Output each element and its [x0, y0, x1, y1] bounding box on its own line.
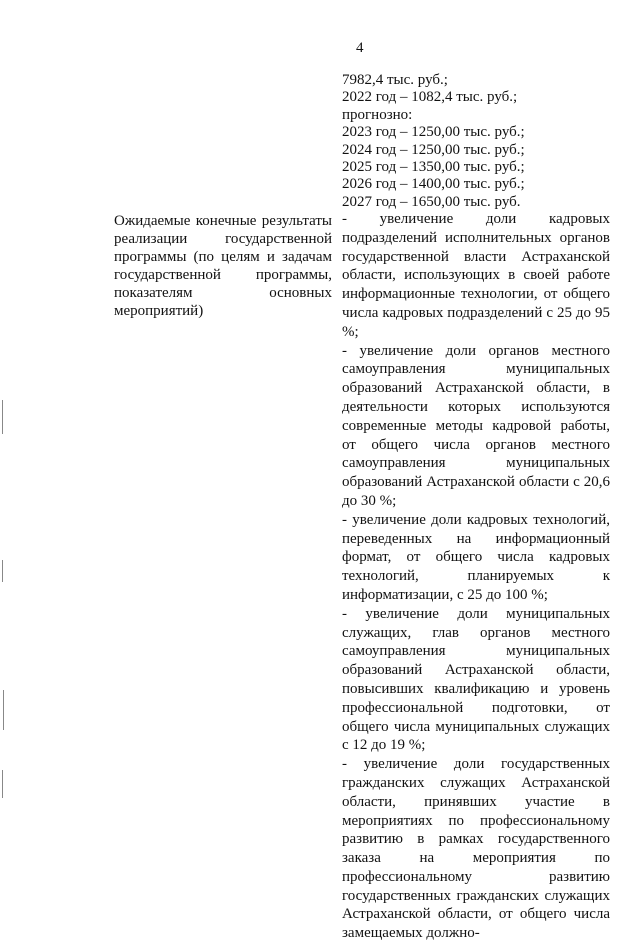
- scan-edge-mark: [2, 770, 3, 798]
- funding-line: 2025 год – 1350,00 тыс. руб.;: [342, 159, 525, 176]
- expected-results-list: [342, 210, 610, 943]
- funding-line: 2023 год – 1250,00 тыс. руб.;: [342, 124, 525, 141]
- funding-amounts: [342, 72, 612, 211]
- funding-line: 2022 год – 1082,4 тыс. руб.;: [342, 89, 518, 106]
- result-item: - увеличение доли кадровых подразделений исполнительных органов государственной власти Астраханской области, использующих в своей работе информационные технологии, от общего числа кадровых подразделений с 25 до 95 %;: [342, 211, 610, 340]
- scan-edge-mark: [2, 400, 3, 434]
- result-item: - увеличение доли муниципальных служащих, глав органов местного самоуправления муниципальных образований Астраханской области, повысивших квалификацию и уровень профессиональной подготовки, от общего числа муниципальных служащих с 12 до 19 %;: [342, 605, 610, 754]
- result-item: - увеличение доли органов местного самоуправления муниципальных образований Астраханской области, в деятельности которых используются современные методы кадровой работы, от общего числа органов местного самоуправления муниципальных образований Астраханской области с 20,6 до 30 %;: [342, 342, 610, 509]
- page-number: 4: [356, 40, 364, 56]
- funding-line: 2026 год – 1400,00 тыс. руб.;: [342, 176, 525, 193]
- result-item: - увеличение доли кадровых технологий, переведенных на информационный формат, от общего числа кадровых технологий, планируемых к информатизации, с 25 до 100 %;: [342, 511, 610, 603]
- scan-edge-mark: [2, 560, 3, 582]
- scan-edge-mark: [3, 690, 4, 730]
- funding-line: прогнозно:: [342, 106, 413, 123]
- funding-line: 2024 год – 1250,00 тыс. руб.;: [342, 141, 525, 158]
- expected-results-label: Ожидаемые конечные результаты реализации государственной программы (по целям и задачам государственной программы, показателям основных мероприятий): [114, 213, 332, 319]
- result-item: - увеличение доли государственных гражданских служащих Астраханской области, принявших участие в мероприятиях по профессиональному развитию в рамках государственного заказа на мероприятия по профессиональному развитию государственных гражданских служащих Астраханской области, от общего числа замещаемых должно-: [342, 756, 610, 942]
- funding-line: 2027 год – 1650,00 тыс. руб.: [342, 193, 521, 210]
- funding-line: 7982,4 тыс. руб.;: [342, 72, 448, 88]
